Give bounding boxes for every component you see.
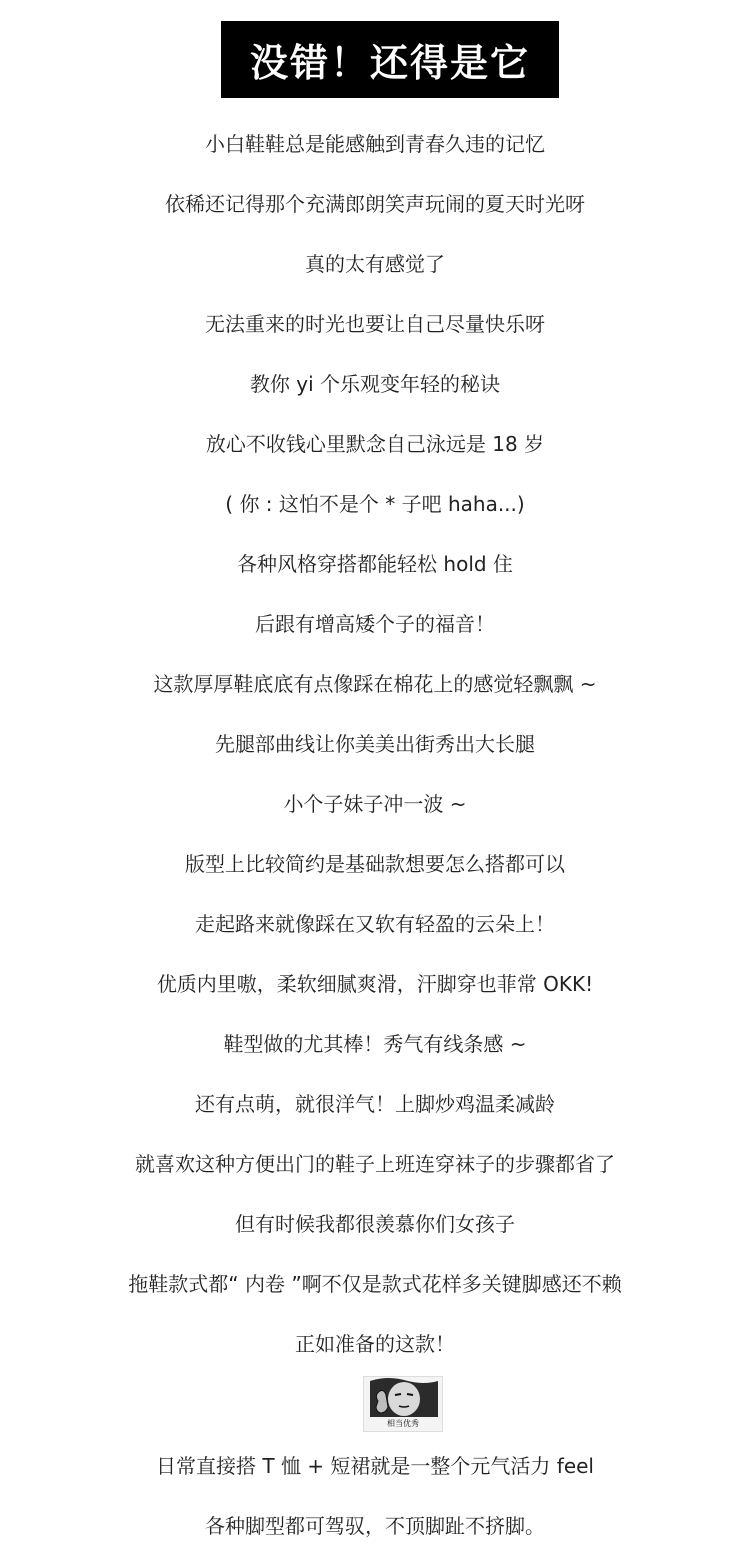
text-line: 教你 yi 个乐观变年轻的秘诀	[249, 372, 501, 396]
text-line: 鞋型做的尤其棒！秀气有线条感 ~	[223, 1032, 527, 1056]
text-line: 拖鞋款式都“ 内卷 ”啊不仅是款式花样多关键脚感还不赖	[128, 1272, 622, 1296]
text-line: 但有时候我都很羡慕你们女孩子	[235, 1212, 515, 1236]
text-block-after	[0, 1436, 750, 1556]
text-line: 还有点萌，就很洋气！上脚炒鸡温柔减龄	[195, 1092, 555, 1116]
title-banner	[221, 21, 559, 98]
text-line: 真的太有感觉了	[305, 252, 445, 276]
text-line: 先腿部曲线让你美美出街秀出大长腿	[215, 732, 535, 756]
text-line: 优质内里嗷，柔软细腻爽滑，汗脚穿也菲常 OKK!	[156, 972, 594, 996]
text-line: 小个子妹子冲一波 ~	[283, 792, 467, 816]
text-line: 就喜欢这种方便出门的鞋子上班连穿袜子的步骤都省了	[135, 1152, 615, 1176]
text-line: 日常直接搭 T 恤 + 短裙就是一整个元气活力 feel	[156, 1454, 594, 1478]
page-title: 没错！还得是它	[249, 41, 530, 85]
text-block	[0, 114, 750, 1374]
text-line: 这款厚厚鞋底底有点像踩在棉花上的感觉轻飘飘 ~	[153, 672, 597, 696]
text-line: 放心不收钱心里默念自己泳远是 18 岁	[205, 432, 545, 456]
text-line: 版型上比较简约是基础款想要怎么搭都可以	[185, 852, 565, 876]
text-line: 无法重来的时光也要让自己尽量快乐呀	[205, 312, 545, 336]
text-line: 正如准备的这款！	[295, 1332, 455, 1356]
text-line: 后跟有增高矮个子的福音！	[255, 612, 495, 636]
text-line: 小白鞋鞋总是能感触到青春久违的记忆	[205, 132, 545, 156]
text-line: ( 你 : 这怕不是个 * 子吧 haha...)	[225, 492, 525, 516]
sticker-caption: 相当优秀	[387, 1419, 419, 1428]
text-line: 各种脚型都可驾驭，不顶脚趾不挤脚。	[205, 1514, 545, 1538]
text-line: 依稀还记得那个充满郎朗笑声玩闹的夏天时光呀	[165, 192, 585, 216]
meme-sticker	[363, 1376, 443, 1432]
text-line: 走起路来就像踩在又软有轻盈的云朵上！	[195, 912, 555, 936]
text-line: 各种风格穿搭都能轻松 hold 住	[237, 552, 513, 576]
